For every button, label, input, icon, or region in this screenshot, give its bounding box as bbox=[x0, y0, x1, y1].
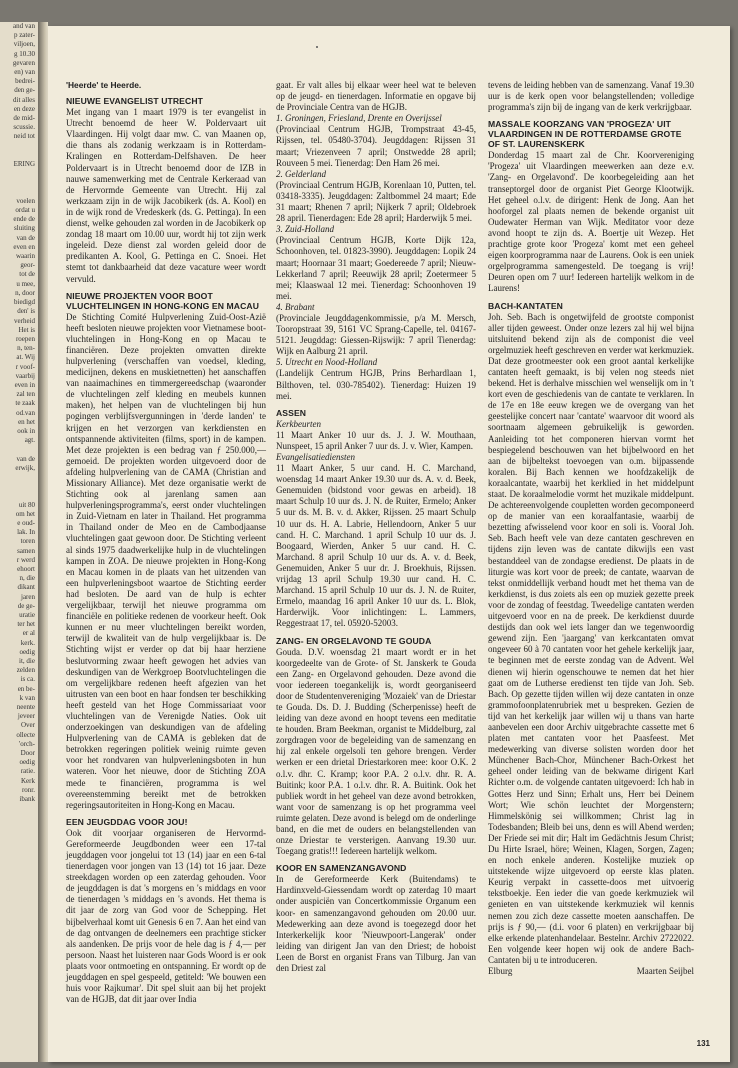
article-paragraph: In de Gereformeerde Kerk (Buitendams) te Hardinxveld-Giessendam wordt op zaterdag 10 maart onder auspiciën van Concertkommissie Organum een koor- en samenzangavond gehouden om 20.00 uur. Medewerking aan deze avond is toegezegd door het Interkerkelijk koor 'Nieuwpoort-Langerak' onder leiding van dirigent Jan van den Driest; de hoboist Leen de Borst en organist Frans van Tilburg. Jan van den Driest zal bbox=[276, 874, 476, 974]
facing-page-fragment: vaarbij bbox=[15, 371, 35, 380]
article-paragraph: Met ingang van 1 maart 1979 is ter evangelist in Utrecht benoemd de heer W. Poldervaart uit Vlaardingen. Hij volgt daar mw. C. van Maanen op, die thans als zodanig werkzaam is in Rotterdam-Kralingen en Rotterdam-Delfshaven. De heer Poldervaart is in Utrecht benoemd door de IZB in nauwe samenwerking met de Centrale Kerkeraad van de Hervormde Gemeente van Utrecht. Hij zal werkzaam zijn in de wijk Jacobikerk (ds. A. Kool) en in de wijk rond de Vredeskerk (ds. G. Pettinga). In een dienst, welke gehouden zal worden in de Jacobikerk op zondag 18 maart om 10.00 uur, wordt hij tot zijn werk ingeleid. Deze dienst zal worden geleid door de predikanten A. Kool, G. Pettinga en C. Snoei. Het stemt tot dankbaarheid dat deze vacature weer wordt vervuld. bbox=[66, 107, 266, 284]
facing-page-fragment: r werd bbox=[16, 555, 35, 564]
facing-page-fragment: oedig bbox=[19, 647, 35, 656]
facing-page-fragment: neente bbox=[16, 703, 35, 712]
facing-page-fragment: p zater- bbox=[13, 31, 35, 40]
facing-page-fragment: Door bbox=[20, 749, 35, 758]
facing-page-fragment: e oud- bbox=[17, 518, 35, 527]
facing-page-fragment: is ca. bbox=[20, 675, 35, 684]
facing-page-fragment: verheid bbox=[14, 316, 35, 325]
article-heading: KOOR EN SAMENZANGAVOND bbox=[276, 863, 407, 874]
facing-page-fragment: ERING bbox=[13, 160, 35, 169]
facing-page-fragment: and van bbox=[13, 22, 35, 30]
column-3 bbox=[488, 80, 694, 1025]
facing-page-fragment bbox=[0, 178, 38, 187]
facing-page-fragment: dikant bbox=[17, 583, 35, 592]
article-paragraph: 11 Maart Anker, 5 uur cand. H. C. Marchand, woensdag 14 maart Anker 19.30 uur ds. A. v. d. Beek, Genemuiden (bidstond voor gewas en arbeid). 18 maart Schulp 10 uur ds. J. N. de Ruiter, Ermelo; Anker 5 uur ds. M. B. v. d. Akker, Rijssen. 25 maart Schulp 10 uur ds. H. A. Labrie, Hellendoorn, Anker 5 uur cand. H. C. Marchand. 1 april Schulp 10 uur ds. J. Boogaard, Wierden, Anker 5 uur cand. H. C. Marchand. 8 april Schulp 10 uur ds. A. v. d. Beek, Genemuiden, Anker 5 uur dr. J. Broekhuis, Rijssen. vrijdag 13 april Schulp 19.30 uur cand. H. C. Marchand. 15 april Schulp 10 uur ds. J. N. de Ruiter, Ermelo, maandag 16 april Anker 10 uur ds. L. Blok, Harderwijk. Voor inlichtingen: L. Lammers, Reggestraat 17, tel. 05920-52003. bbox=[276, 463, 476, 629]
article-heading: MASSALE KOORZANG VAN 'PROGEZA' UIT VLAARDINGEN IN DE ROTTERDAMSE GROTE OF ST. LAURENSKERK bbox=[488, 119, 682, 150]
facing-page-fragment: od.van bbox=[16, 408, 35, 417]
facing-page-fragment: waarin bbox=[15, 252, 35, 261]
article-subheading: 5. Utrecht en Nood-Holland bbox=[276, 357, 378, 368]
facing-page-fragment: Het is bbox=[18, 325, 35, 334]
article-subheading: 1. Groningen, Friesland, Drente en Overijssel bbox=[276, 113, 442, 124]
facing-page-fragment: r voof- bbox=[15, 362, 35, 371]
column-3-sections bbox=[488, 80, 694, 966]
article-paragraph: Gouda. D.V. woensdag 21 maart wordt er in het koorgedeelte van de Grote- of St. Janskerk te Gouda een Zang- en Orgelavond gehouden. Deze avond die voor iedereen toegankelijk is, wordt georganiseerd door de Studentenvereniging 'Mozaiek' van de Driestar te Gouda. Ds. D. J. Budding (Scherpenisse) heeft de leiding van deze avond en hoopt tevens een meditatie te houden. Bram Beekman, organist te Middelburg, zal zorgdragen voor de begeleiding van de samenzang en hij zal enkele orgelsoli ten gehore brengen. Verder werken er een drietal Driestarkoren mee: koor O.K. 2 o.l.v. dhr. C. Kramp; koor P.A. 2 o.l.v. dhr. R. A. Buitink; koor P.A. 1 o.l.v. dhr. R. A. Buitink. Ook het publiek wordt in het geheel van deze avond betrokken, want voor de samenzang is op het programma veel ruimte gelaten. Deze avond is belegd om de onderlinge band, en die met de ouders en belangstellenden van onze Driestar te versterigen. Aanvang 19.30 uur. Toegang gratis!!! Iedereen hartelijk welkom. bbox=[276, 646, 476, 857]
facing-page-fragment: te zaak bbox=[15, 399, 35, 408]
article-subheading: 2. Gelderland bbox=[276, 168, 326, 179]
facing-page-fragment: ratie. bbox=[20, 767, 35, 776]
facing-page-fragment: uratie bbox=[19, 611, 35, 619]
facing-page-fragment: ibank bbox=[19, 795, 35, 804]
facing-page-fragment: k van bbox=[19, 693, 35, 702]
facing-page-fragment: kerk. bbox=[20, 638, 35, 647]
facing-page-fragment: even in bbox=[14, 380, 35, 389]
facing-page-fragment: sluiting bbox=[13, 224, 35, 233]
facing-page-fragment: geor- bbox=[20, 261, 35, 270]
facing-page-fragment bbox=[0, 491, 38, 500]
facing-page-fragment: ter het bbox=[17, 620, 35, 629]
column-2 bbox=[276, 80, 476, 974]
article-paragraph: (Provinciale Jeugddagenkommissie, p/a M. Mersch, Tooropstraat 39, 5161 VC Sprang-Capelle, tel. 04167-5121. Jeugddag: Giessen-Rijswijk: 7 april Tienerdag: Wijk en Aalburg 21 april. bbox=[276, 312, 476, 357]
facing-page-fragment: u mee, bbox=[16, 279, 35, 288]
facing-page-fragment: g 10.30 bbox=[14, 49, 35, 58]
facing-page-fragment: toren bbox=[20, 537, 35, 546]
article-paragraph: 11 Maart Anker 10 uur ds. J. J. W. Mouthaan, Nunspeet, 15 april Anker 7 uur ds. J. v. Wier, Kampen. bbox=[276, 429, 476, 451]
print-dot bbox=[316, 46, 318, 48]
facing-page-fragment: Over bbox=[21, 721, 35, 730]
facing-page-fragment: gevaren bbox=[12, 58, 35, 67]
facing-page-fragment: n, ten- bbox=[17, 344, 35, 353]
article-paragraph: Joh. Seb. Bach is ongetwijfeld de grootste componist aller tijden geweest. Onder onze lezers zal hij wel bijna uitsluitend bekend zijn als de componist die veel orgelmuziek heeft geschreven en verder wat kerkmuziek. Dat deze grootmeester ook een groot aantal kerkelijke cantaten heeft gemaakt, is bij velen nog steeds niet bekend. Het is derhalve misschien wel wenselijk om in 't kort even de geschiedenis van de cantate te verklaren. In de 17e en 18e eeuw kregen we de overgang van het geestelijke concert naar 'cantate' waarvoor dit woord als soortnaam algemeen gebruikelijk is geworden. Aanleiding tot het componeren hiervan vormt het bespiegelend beschouwen van het bijbelwoord en het aan de bijbeltekst toevoegen van o.m. bijpassende koralen. Bij Bach kennen we hoofdzakelijk de koraalcantate, waarbij het kerklied in het middelpunt staat. De koraalmelodie vormt het muzikale middelpunt. De achtereenvolgende coupletten worden gecomponeerd op de manier van een koraalfantasie, waarbij de bezetting afwisselend voor koor en soli is. Vooral Joh. Seb. Bach heeft vele van deze cantaten geschreven en tijdens zijn leven was de cantate dikwijls een vast bestanddeel van de zondagse eredienst. De plaats in de liturgie was kort voor de preek; de cantate, waarvan de tekst onmiddellijk verband houdt met het thema van de kerkdienst, is dus zoiets als een op muziek gezette preek voor de zondag of feestdag. Tweedelige cantaten werden uitgevoerd voor en na de preek. De kerkdienst duurde destijds dan ook wel iets langer dan we tegenwoordig gewend zijn. Een 'jaargang' van kerkcantaten omvat ongeveer 60 à 70 cantaten voor het gehele kerkelijk jaar, te beginnen met de eerste zondag van de Advent. Wel dienen wij hierin ogenschouwe te nemen dat het hier gaat om de Lutherse eredienst ten tijde van Joh. Seb. Bach. Op gezette tijden willen wij deze cantaten in onze grammofoonplatenrubriek met u bespreken. Gezien de tijd van het kerkelijk jaar willen wij u thans van harte aanbevelen een door Archiv uitgebrachte cassette met 6 platen met cantaten voor het Paasfeest. Met medewerking van diverse solisten worden door het Münchener Bach-Chor, Münchener Bach-Orkest het geheel onder leiding van de bekwame dirigent Karl Richter o.m. de volgende cantaten uitgevoerd: Ich hab in Gottes Herz und Sinn; Erhalt uns, Herr bei Deinem Wort; Wie schön leuchtet der Morgenstern; Himmelskönig sei willkommen; Christ lag in Todesbanden; Bleib bei uns, denn es will Abend werden; Der Friede sei mit dir; Halt im Gedächtnis Jesum Christ; Du Hirte Israel, höre; Weinen, Klagen, Sorgen, Zagen; en noch enkele anderen. Kostelijke muziek op uitstekende wijze uitgevoerd op eerste klas platen. Keurig verpakt in cassette-doos met uitvoerig tekstboekje. Een ieder die van goede kerkmuziek wil genieten en van uitstekende kerkmuziek wil kennis nemen zou zich deze cassette moeten aanschaffen. De prijs is ƒ 90,— (d.i. voor 6 platen) en verkrijgbaar bij elke erkende platenhandelaar. Bestelnr. Archiv 2722022. Een volgende keer hopen wij ook de andere Bach-Cantaten bij u te introduceren. bbox=[488, 311, 694, 965]
facing-page-fragment: 'orch- bbox=[18, 739, 35, 748]
facing-page-fragment: om het bbox=[15, 509, 35, 518]
facing-page-fragment: en be- bbox=[17, 684, 35, 693]
article-heading: EEN JEUGDDAG VOOR JOU! bbox=[66, 816, 188, 827]
article-heading: NIEUWE PROJEKTEN VOOR BOOT VLUCHTELINGEN IN HONG-KONG EN MACAU bbox=[66, 290, 260, 311]
article-paragraph: (Landelijk Centrum HGJB, Prins Berhardlaan 1, Bilthoven, tel. 030-785402). Tienerdag: Huizen 19 mei. bbox=[276, 368, 476, 401]
article-subheading: Kerkbeurten bbox=[276, 418, 321, 429]
facing-page-fragment: ook in bbox=[17, 426, 35, 435]
facing-page-fragment: dit alles bbox=[13, 95, 35, 104]
facing-page-fragment bbox=[0, 188, 38, 197]
article-subheading: 3. Zuid-Holland bbox=[276, 224, 335, 235]
facing-page-fragment: van de bbox=[16, 233, 35, 242]
facing-page-fragment: ollecte bbox=[16, 730, 35, 739]
facing-page-edge bbox=[0, 22, 39, 1062]
facing-page-fragment: biedigd bbox=[14, 298, 35, 307]
facing-page-fragment: den ge- bbox=[14, 86, 35, 95]
facing-page-fragment: scussie. bbox=[13, 123, 35, 132]
article-heading: BACH-KANTATEN bbox=[488, 300, 563, 311]
facing-page-fragment bbox=[0, 482, 38, 491]
page-gutter bbox=[38, 22, 48, 1062]
article-paragraph: (Provinciaal Centrum HGJB, Korte Dijk 12a, Schoonhoven, tel. 01823-3990). Jeugddagen: Lopik 24 maart; Hoornaar 31 maart; Goedereede 7 april; Nieuw-Lekkerland 7 april; Reeuwijk 28 april; Zoetermeer 5 mei; Klaaswaal 12 mei. Tienerdag: Schoonhoven 19 mei. bbox=[276, 235, 476, 301]
column-1-sections bbox=[66, 96, 266, 1005]
magazine-page bbox=[48, 26, 730, 1062]
facing-page-fragment bbox=[0, 473, 38, 482]
facing-page-fragment: n, die bbox=[19, 574, 35, 583]
article-paragraph: tevens de leiding hebben van de samenzang. Vanaf 19.30 uur is de kerk open voor belangstellenden; volledige programma's zijn bij de ingang van de kerk verkrijgbaar. bbox=[488, 80, 694, 113]
facing-page-fragment: zal ten bbox=[16, 390, 35, 399]
column-1 bbox=[66, 80, 266, 1025]
facing-page-fragment: uit 80 bbox=[18, 500, 35, 509]
article-paragraph: (Provinciaal Centrum HGJB, Trompstraat 43-45, Rijssen, tel. 05480-3704). Jeugddagen: Rijssen 31 maart; Vriezenveen 7 april; Onstwedde 28 april; Rouveen 5 mei. Tienerdag: Den Ham 26 mei. bbox=[276, 124, 476, 168]
article-paragraph: Ook dit voorjaar organiseren de Hervormd-Gereformeerde Jeugdbonden weer een 17-tal jeugddagen voor jongelui tot 13 (14) jaar en een 6-tal tienerdagen voor jongen van 13 (14) tot 16 jaar. Deze streekdagen worden op een zaterdag gehouden. Voor de jeugddagen is dat 's morgens en 's middags en voor de tienerdagen 's middags en 's avonds. Het thema is dit jaar de zorg van God voor de Schepping. Het bijbelverhaal komt uit Genesis 6 en 7. Aan het eind van de dag ontvangen de deelnemers een prachtige sticker als aandenken. De prijs voor de hele dag is ƒ 4,— per persoon. Naast het luisteren naar Gods Woord is er ook plaats voor ontmoeting en ontspanning. Er wordt op de jeugddagen en spel gespeeld, getiteld: 'We bouwen een huis voor Rajkumar'. Dit spel sluit aan bij het projekt van de HGJB, dat dit jaar over India bbox=[66, 827, 266, 1005]
facing-page-fragment: it, die bbox=[19, 657, 35, 666]
facing-page-fragment: even en bbox=[13, 242, 35, 251]
facing-page-fragment: jaren bbox=[21, 592, 35, 601]
facing-page-fragment: jeveer bbox=[17, 712, 35, 721]
article-subheading: Evangelisatiediensten bbox=[276, 452, 355, 462]
facing-page-fragment: lak. In bbox=[17, 528, 35, 537]
page-number: 131 bbox=[696, 1039, 710, 1048]
facing-page-fragment: ende de bbox=[13, 215, 35, 224]
article-heading: ZANG- EN ORGELAVOND TE GOUDA bbox=[276, 635, 432, 646]
facing-page-fragment: ordat u bbox=[15, 206, 35, 215]
article-paragraph: Donderdag 15 maart zal de Chr. Koorvereniging 'Progeza' uit Vlaardingen meewerken aan deze e.v. 'Zang- en Orgelavond'. De koorbegeleiding aan het transeptorgel door de organist Piet George Klootwijk. Het geheel o.l.v. de dirigent: Henk de Jong. Aan het hooforgel zal plaats nemen de bekende organist uit Oudewater Herman van Wijk. Meditator voor deze avond hoopt te zijn ds. A. Boertje uit Wezep. Het prachtige grote koor 'Progeza' komt met een geheel eigen koorprogramma naar de Laurens. Ook is een uniek orgelprogramma samengesteld. De toegang is vrij! Deuren open om 7 uur! Iedereen hartelijk welkom in de Laurens! bbox=[488, 150, 694, 294]
facing-page-fragment: en deze bbox=[13, 104, 35, 113]
article-heading: ASSEN bbox=[276, 407, 307, 418]
facing-page-fragment: den' is bbox=[17, 307, 35, 316]
facing-page-fragment: roepen bbox=[15, 334, 35, 343]
facing-page-fragment: neid tot bbox=[13, 132, 35, 141]
facing-page-fragment: er al bbox=[22, 629, 35, 638]
facing-page-fragment: van de bbox=[16, 454, 35, 463]
facing-page-fragment: tot de bbox=[19, 270, 35, 279]
facing-page-fragment: en het bbox=[18, 417, 35, 426]
facing-page-fragment: voelen bbox=[16, 196, 35, 205]
article-heading: NIEUWE EVANGELIST UTRECHT bbox=[66, 96, 203, 107]
facing-page-fragment bbox=[0, 445, 38, 454]
facing-page-fragment bbox=[0, 169, 38, 178]
facing-page-fragment bbox=[0, 142, 38, 151]
article-subheading: 4. Brabant bbox=[276, 301, 315, 312]
facing-page-fragment: de mid- bbox=[13, 114, 35, 123]
facing-page-fragment: bedrei- bbox=[15, 77, 35, 86]
article-paragraph: (Provinciaal Centrum HGJB, Korenlaan 10, Putten, tel. 03418-3335). Jeugddagen: Zaltbommel 24 maart; Ede 31 maart; Rhenen 7 april; Nijkerk 7 april; Oldebroek 28 april. Tienerdagen: Ede 28 april; Harderwijk 5 mei. bbox=[276, 179, 476, 224]
column-2-sections bbox=[276, 80, 476, 974]
facing-page-fragment: samen bbox=[17, 546, 35, 555]
facing-page-fragment: oedig bbox=[19, 758, 35, 767]
facing-page-fragment: Kerk bbox=[21, 776, 35, 785]
facing-page-fragment: agt. bbox=[24, 436, 35, 445]
facing-page-fragment: erwijk, bbox=[15, 463, 35, 472]
signature-line bbox=[488, 966, 694, 977]
column-1-kicker: 'Heerde' te Heerde. bbox=[66, 80, 142, 90]
facing-page-fragment: ronr. bbox=[21, 785, 35, 794]
signature-place: Elburg bbox=[488, 966, 513, 977]
facing-page-fragment: ehoort bbox=[17, 564, 35, 573]
facing-page-fragment: n, door bbox=[15, 288, 35, 297]
signature-author: Maarten Seijbel bbox=[636, 966, 694, 977]
facing-page-fragment: zelden bbox=[16, 666, 35, 675]
facing-page-fragment: viljoen, bbox=[13, 40, 35, 49]
facing-page-fragment: at. Wij bbox=[16, 353, 35, 362]
article-paragraph: De Stichting Comité Hulpverlening Zuid-Oost-Azië heeft besloten nieuwe projekten voor Vietnamese boot-vluchtelingen in Hong-Kong en op Macau te financiëren. Deze projekten omvatten direkte hulpverlening (verschaffen van voedsel, kleding, medicijnen, dekens en muskietnetten) het aanschaffen van naaimachines en timmergereedschap (waaronder de vluchtelingen zelf kleding en meubels kunnen maken), het helpen van de vluchtelingen bij hun pogingen verblijfsvergunningen in 'derde landen' te krijgen en het verzorgen van kerkdiensten en ontspannende aktiviteiten (films, sport) in de kampen. Met deze projekten is een bedrag van ƒ 250.000,— gemoeid. De projekten worden uitgevoerd door de afdeling hulpverlening van de CAMA (Christian and Missionary Alliance). Met deze organisatie werkt de Stichting ook al jarenlang samen aan hulpverleningsprogramma's, eerst onder vluchtelingen in Zuid-Vietnam en later in Thailand. Het programma in Thailand onder de Meo en de Cambodjaanse vluchtelingen gaat gewoon door. De Stichting verleent al sinds 1975 daadwerkelijke hulp in de vluchtelingen kampen in ZOA. De nieuwe projekten in Hong-Kong en Macau komen in de plaats van het uitzenden van een hulpverleningsboot waartoe de Stichting eerder had besloten. De aard van de hulp is echter vergelijkbaar, terwijl het nieuwe programma om financiële en politieke redenen de voorkeur heeft. Ook kunnen er nu meer vluchtelingen bereikt worden, terwijl de kwaliteit van de hulp vergelijkbaar is. De Stichting wijst er verder op dat bij haar herziene beslutvorming zwaar heeft gewogen het advies van deskundigen van de Werkgroep Bootvluchtelingen die om vergelijkbare redenen heeft afgezien van het uitrusten van een boot en haar fondsen ter beschikking heeft gesteld van het Hoge Commissariaat voor vluchtelingen van de Verenigde Naties. Ook uit onderzoekingen van deskundigen van de afdeling Hulpverlening van de CAMA is gebleken dat de betrokken regeringen politiek weinig ruimte geven voor het rondvaren van hulpverleningsboten in hun wateren. Voor het nieuwe, door de Stichting ZOA mede te financiëren, programma is wel overeenstemming bereikt met de betrokken regeringsautoriteiten in Hong-Kong en Macau. bbox=[66, 311, 266, 810]
facing-page-fragment: en) van bbox=[14, 68, 35, 77]
article-paragraph: gaat. Er valt alles bij elkaar weer heel wat te beleven op de jeugd- en tienerdagen. Informatie en opgave bij de Provinciale Centra van de HGJB. bbox=[276, 80, 476, 113]
facing-page-fragment: de ge- bbox=[17, 601, 35, 610]
facing-page-fragment bbox=[0, 151, 38, 160]
